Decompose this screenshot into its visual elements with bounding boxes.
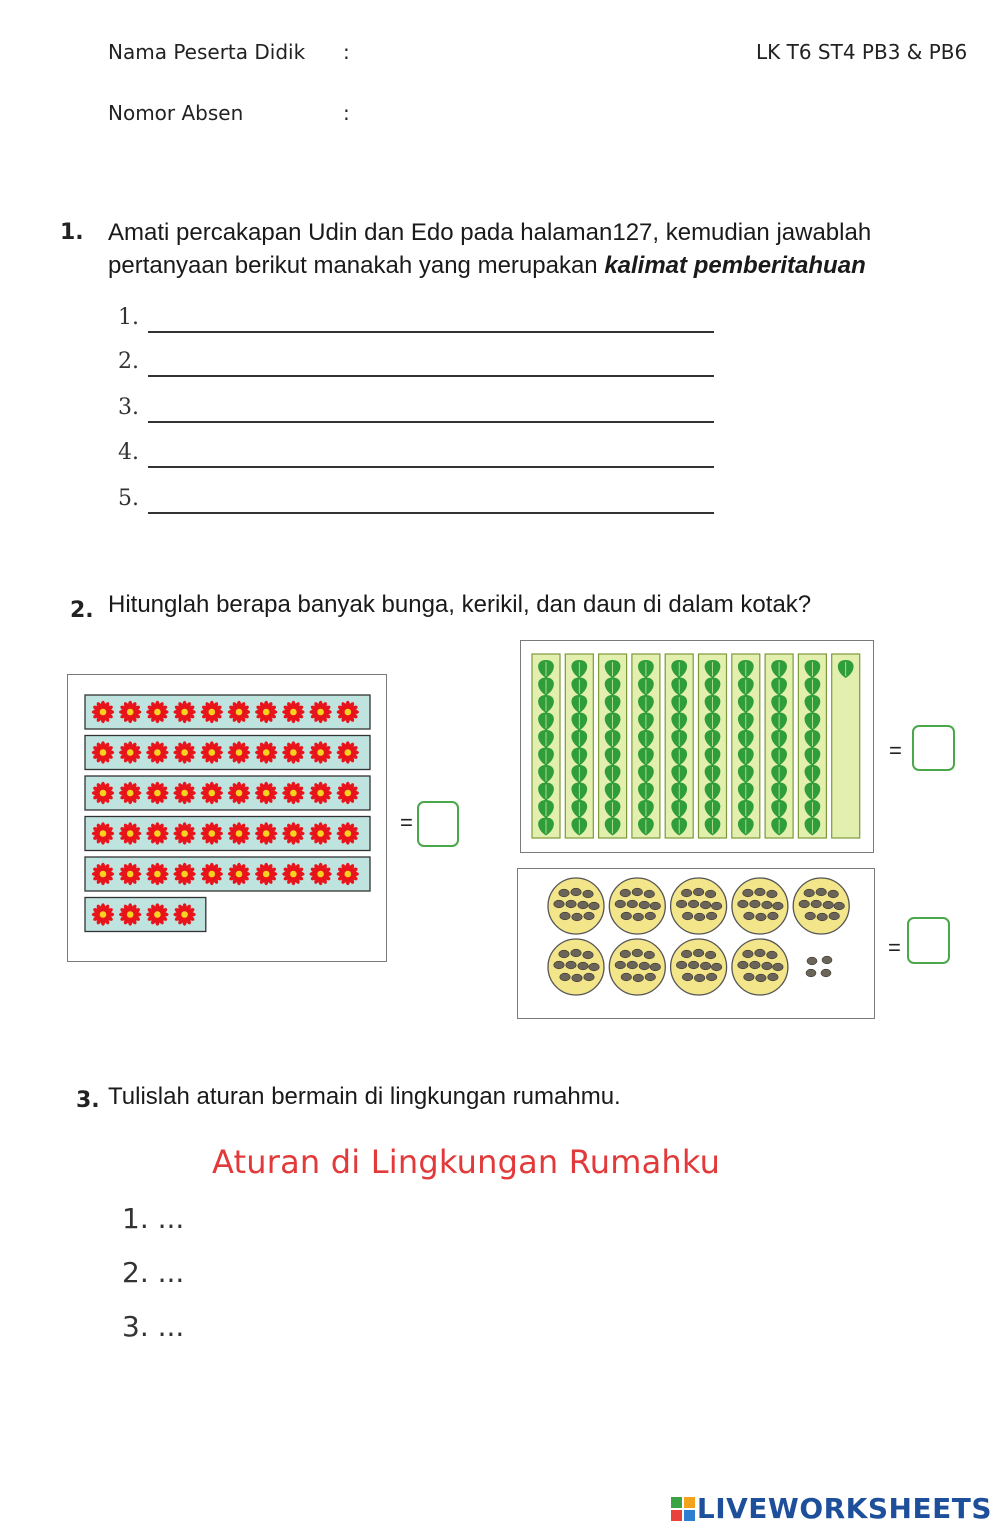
pebble — [829, 912, 839, 920]
equals-sign-leaves: = — [889, 738, 902, 763]
pebble — [744, 973, 754, 981]
pebble — [681, 950, 691, 958]
pebble — [756, 913, 766, 921]
pebble — [571, 888, 581, 896]
pebble-group — [548, 878, 604, 934]
pebble — [571, 949, 581, 957]
name-label: Nama Peserta Didik — [108, 40, 306, 64]
answer-line-number: 5. — [118, 486, 139, 511]
pebble — [773, 963, 783, 971]
answer-line-number: 2. — [118, 349, 139, 374]
pebble — [560, 912, 570, 920]
pebble — [583, 890, 593, 898]
answer-line-number: 1. — [118, 305, 139, 330]
pebble — [767, 951, 777, 959]
answer-line-3[interactable] — [118, 395, 718, 425]
leaf-panel — [520, 640, 874, 853]
rules-title: Aturan di Lingkungan Rumahku — [212, 1143, 721, 1181]
question-2-number: 2. — [70, 598, 94, 623]
pebble — [645, 912, 655, 920]
pebble — [706, 973, 716, 981]
pebble-group — [548, 939, 604, 995]
pebble — [688, 961, 698, 969]
pebble — [768, 973, 778, 981]
pebble — [645, 973, 655, 981]
pebble — [620, 889, 630, 897]
pebble — [762, 901, 772, 909]
pebble — [620, 950, 630, 958]
pebble — [744, 912, 754, 920]
pebble — [682, 973, 692, 981]
equals-sign-pebbles: = — [888, 935, 901, 960]
pebble — [804, 889, 814, 897]
pebble — [632, 888, 642, 896]
pebble — [554, 961, 564, 969]
pebble-group — [609, 878, 665, 934]
pebble — [768, 912, 778, 920]
pebble — [750, 900, 760, 908]
question-3-text: Tulislah aturan bermain di lingkungan rumahmu. — [108, 1083, 621, 1110]
answer-line-rule — [148, 375, 714, 377]
pebble — [559, 889, 569, 897]
pebble — [584, 912, 594, 920]
pebble — [755, 949, 765, 957]
pebble — [644, 951, 654, 959]
pebble — [615, 961, 625, 969]
pebble — [756, 974, 766, 982]
pebble — [738, 961, 748, 969]
pebble-group — [671, 878, 727, 934]
pebble — [762, 962, 772, 970]
pebble — [572, 913, 582, 921]
absen-label: Nomor Absen — [108, 101, 244, 125]
pebble — [676, 900, 686, 908]
pebble — [817, 913, 827, 921]
pebble — [811, 900, 821, 908]
pebble-group — [732, 878, 788, 934]
pebble — [566, 900, 576, 908]
pebble-group — [671, 939, 727, 995]
answer-line-5[interactable] — [118, 486, 718, 516]
rule-item-2[interactable]: 2. ... — [122, 1256, 185, 1289]
pebble — [738, 900, 748, 908]
pebble — [633, 974, 643, 982]
pebble — [743, 950, 753, 958]
pebble-group — [732, 939, 788, 995]
question-1-text — [108, 216, 988, 282]
pebble — [632, 949, 642, 957]
pebble — [700, 901, 710, 909]
pebble — [682, 912, 692, 920]
pebble — [578, 962, 588, 970]
leaf-illustration — [521, 641, 873, 852]
pebble — [589, 902, 599, 910]
pebble — [621, 912, 631, 920]
flower-illustration — [68, 675, 386, 961]
question-1-emphasis: kalimat pemberitahuan — [604, 252, 866, 279]
pebble — [650, 963, 660, 971]
pebble-group — [609, 939, 665, 995]
pebble — [572, 974, 582, 982]
leaf-count-answer-box[interactable] — [912, 725, 955, 771]
pebble-illustration — [518, 869, 874, 1018]
question-1-line-2 — [108, 249, 988, 282]
pebble — [705, 890, 715, 898]
pebble — [554, 900, 564, 908]
pebble — [694, 974, 704, 982]
pebble — [639, 962, 649, 970]
answer-line-rule — [148, 512, 714, 514]
answer-line-4[interactable] — [118, 440, 718, 470]
pebble — [589, 963, 599, 971]
pebble — [773, 902, 783, 910]
pebble — [676, 961, 686, 969]
pebble — [615, 900, 625, 908]
loose-pebble — [821, 969, 831, 977]
pebble — [644, 890, 654, 898]
answer-line-rule — [148, 421, 714, 423]
pebble — [823, 901, 833, 909]
pebble — [566, 961, 576, 969]
pebble — [627, 961, 637, 969]
pebble — [560, 973, 570, 981]
pebble — [705, 951, 715, 959]
pebble — [559, 950, 569, 958]
pebble — [767, 890, 777, 898]
pebble — [633, 913, 643, 921]
pebble — [828, 890, 838, 898]
brand-text: LIVEWORKSHEETS — [696, 1492, 992, 1525]
loose-pebble — [822, 956, 832, 964]
pebble — [743, 889, 753, 897]
answer-line-rule — [148, 466, 714, 468]
pebble — [711, 963, 721, 971]
pebble — [834, 902, 844, 910]
question-2-text: Hitunglah berapa banyak bunga, kerikil, dan daun di dalam kotak? — [108, 591, 812, 618]
rule-item-3[interactable]: 3. ... — [122, 1310, 185, 1343]
pebble — [706, 912, 716, 920]
answer-line-number: 4. — [118, 440, 139, 465]
pebble — [816, 888, 826, 896]
pebble — [584, 973, 594, 981]
equals-sign-flowers: = — [400, 810, 413, 835]
pebble — [750, 961, 760, 969]
pebble — [711, 902, 721, 910]
pebble — [583, 951, 593, 959]
pebble-panel — [517, 868, 875, 1019]
question-3-number: 3. — [76, 1088, 100, 1113]
pebble — [621, 973, 631, 981]
flower-panel — [67, 674, 387, 962]
answer-line-1[interactable] — [118, 305, 718, 335]
pebble — [805, 912, 815, 920]
absen-colon: : — [343, 101, 350, 125]
answer-line-2[interactable] — [118, 349, 718, 379]
flower-count-answer-box[interactable] — [417, 801, 459, 847]
pebble — [650, 902, 660, 910]
answer-line-rule — [148, 331, 714, 333]
pebble — [755, 888, 765, 896]
pebble — [799, 900, 809, 908]
name-colon: : — [343, 40, 350, 64]
question-1-number: 1. — [60, 220, 84, 245]
pebble-count-answer-box[interactable] — [907, 917, 950, 964]
loose-pebble — [806, 969, 816, 977]
leaf-strip — [832, 654, 860, 838]
pebble — [688, 900, 698, 908]
pebble — [681, 889, 691, 897]
pebble — [693, 949, 703, 957]
pebble — [578, 901, 588, 909]
pebble — [694, 913, 704, 921]
worksheet-code: LK T6 ST4 PB3 & PB6 — [756, 40, 968, 64]
pebble — [700, 962, 710, 970]
question-1-line-2-prefix: pertanyaan berikut manakah yang merupakan — [108, 252, 605, 279]
brand-icon — [671, 1497, 695, 1521]
brand-logo — [671, 1492, 992, 1525]
question-1-line-1: Amati percakapan Udin dan Edo pada halaman127, kemudian jawablah — [108, 219, 872, 246]
loose-pebble — [807, 957, 817, 965]
answer-line-number: 3. — [118, 395, 139, 420]
pebble — [693, 888, 703, 896]
pebble — [627, 900, 637, 908]
rule-item-1[interactable]: 1. ... — [122, 1202, 185, 1235]
pebble — [639, 901, 649, 909]
pebble-group — [793, 878, 849, 934]
